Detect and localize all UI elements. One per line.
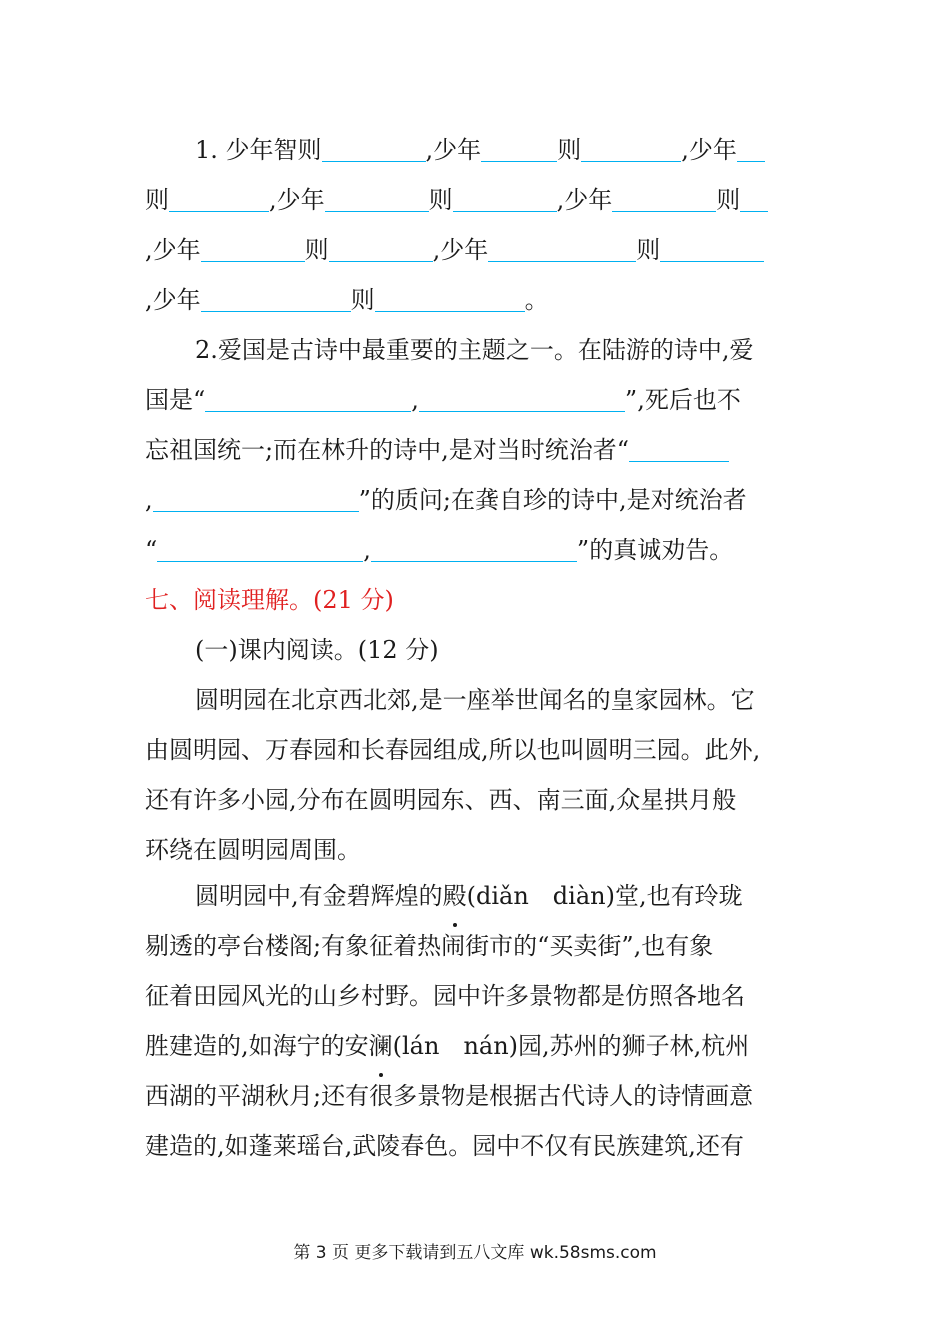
q2-text: , — [411, 386, 419, 414]
page-footer: 第 3 页 更多下载请到五八文库 wk.58sms.com — [293, 1243, 657, 1263]
blank[interactable] — [740, 182, 768, 212]
blank[interactable] — [660, 232, 764, 262]
blank[interactable] — [322, 132, 426, 162]
blank[interactable] — [201, 232, 305, 262]
q2-text: 国是“ — [145, 386, 206, 414]
blank[interactable] — [169, 182, 269, 212]
q1-text: 则 — [145, 186, 169, 214]
blank[interactable] — [453, 182, 557, 212]
passage-text: 园,苏州的狮子林,杭州 — [518, 1032, 750, 1060]
dotted-char: 澜 — [369, 1021, 393, 1071]
pinyin-options: (diǎn diàn) — [466, 882, 615, 910]
q1-text: 则 — [428, 186, 453, 214]
q2-line-2 — [145, 375, 805, 425]
blank[interactable] — [201, 282, 351, 312]
blank[interactable] — [612, 182, 716, 212]
blank[interactable] — [325, 182, 429, 212]
section-subtitle: (一)课内阅读。(12 分) — [195, 636, 439, 664]
q2-text: ”的真诚劝告。 — [576, 536, 734, 564]
q2-line-5 — [145, 525, 805, 575]
blank[interactable] — [375, 282, 525, 312]
blank[interactable] — [481, 132, 557, 162]
passage-line: 剔透的亭台楼阁;有象征着热闹街市的“买卖街”,也有象 — [145, 932, 714, 960]
blank[interactable] — [581, 132, 681, 162]
q1-line-4 — [145, 275, 805, 325]
blank[interactable] — [419, 382, 625, 412]
q2-line-4 — [145, 475, 805, 525]
q1-line-3 — [145, 225, 805, 275]
passage-line: 由圆明园、万春园和长春园组成,所以也叫圆明三园。此外, — [145, 736, 761, 764]
q1-text: ,少年 — [145, 286, 201, 314]
passage-line: 还有许多小园,分布在圆明园东、西、南三面,众星拱月般 — [145, 786, 737, 814]
q1-text: ,少年 — [432, 236, 489, 264]
blank[interactable] — [629, 432, 729, 462]
q1-text: 则 — [350, 286, 375, 314]
q2-line-1: 2.爱国是古诗中最重要的主题之一。在陆游的诗中,爱 — [195, 336, 754, 364]
q1-text: ,少年 — [556, 186, 613, 214]
blank[interactable] — [205, 382, 411, 412]
passage-line: 西湖的平湖秋月;还有很多景物是根据古代诗人的诗情画意 — [145, 1082, 754, 1110]
blank[interactable] — [488, 232, 636, 262]
q1-text: ,少年 — [681, 136, 737, 164]
q1-text: 则 — [557, 136, 582, 164]
blank[interactable] — [157, 532, 363, 562]
q1-text: 则 — [636, 236, 661, 264]
blank[interactable] — [329, 232, 433, 262]
q1-text: 。 — [524, 286, 549, 314]
blank[interactable] — [371, 532, 577, 562]
blank[interactable] — [737, 132, 765, 162]
q1-text: 少年智则 — [225, 136, 322, 164]
passage-line: 圆明园在北京西北郊,是一座举世闻名的皇家园林。它 — [195, 686, 755, 714]
passage-line: 建造的,如蓬莱瑶台,武陵春色。园中不仅有民族建筑,还有 — [145, 1132, 744, 1160]
q1-number: 1. — [195, 136, 218, 164]
blank[interactable] — [153, 482, 359, 512]
q1-line-2 — [145, 175, 805, 225]
q1-line-1 — [195, 125, 805, 175]
q2-text: ”,死后也不 — [624, 386, 741, 414]
q2-text: , — [145, 486, 153, 514]
q1-text: ,少年 — [425, 136, 482, 164]
q2-text: “ — [145, 536, 158, 564]
section-title: 七、阅读理解。(21 分) — [145, 586, 394, 614]
passage-line: 环绕在圆明园周围。 — [145, 836, 361, 864]
passage-line — [195, 871, 805, 921]
passage-line: 征着田园风光的山乡村野。园中许多景物都是仿照各地名 — [145, 982, 745, 1010]
pinyin-options: (lán nán) — [392, 1032, 519, 1060]
q2-text: , — [363, 536, 371, 564]
passage-text: 圆明园中,有金碧辉煌的 — [195, 882, 443, 910]
passage-text: 堂,也有玲珑 — [614, 882, 743, 910]
q2-line-3 — [145, 425, 805, 475]
q1-text: 则 — [304, 236, 329, 264]
passage-line — [145, 1021, 805, 1071]
dotted-char: 殿 — [443, 871, 467, 921]
q1-text: ,少年 — [269, 186, 325, 214]
passage-text: 胜建造的,如海宁的安 — [145, 1032, 369, 1060]
q1-text: 则 — [716, 186, 741, 214]
q2-text: ”的质问;在龚自珍的诗中,是对统治者 — [358, 486, 747, 514]
q1-text: ,少年 — [145, 236, 201, 264]
q2-text: 忘祖国统一;而在林升的诗中,是对当时统治者“ — [145, 436, 629, 464]
